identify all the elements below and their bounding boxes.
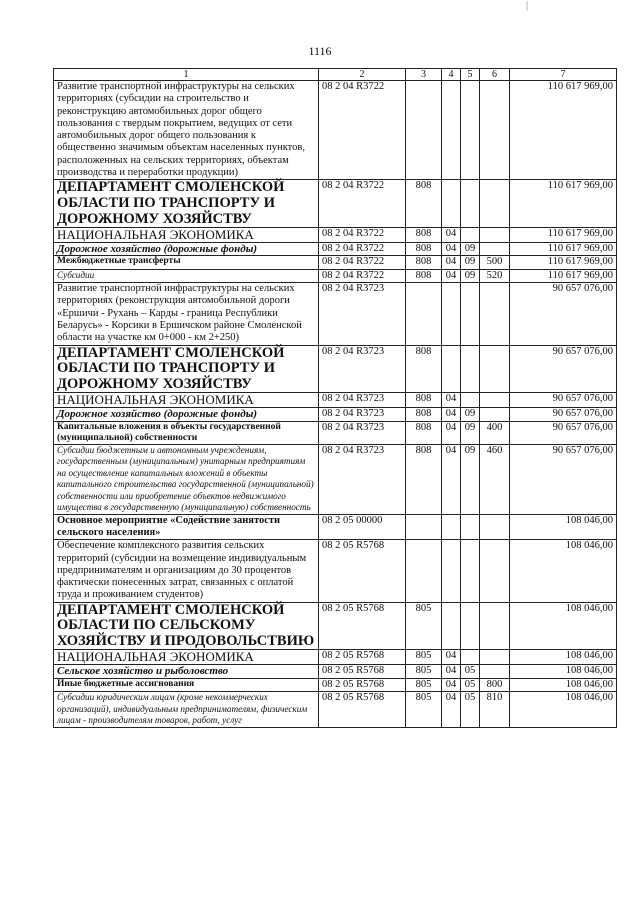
row-admin-code (406, 540, 442, 602)
table-row (54, 256, 617, 269)
row-expense-type (480, 665, 510, 678)
row-target-code: 08 2 04 R3723 (319, 345, 406, 393)
row-name: ДЕПАРТАМЕНТ СМОЛЕНСКОЙ ОБЛАСТИ ПО ТРАНСПОРТУ И ДОРОЖНОМУ ХОЗЯЙСТВУ (54, 345, 319, 393)
row-target-code: 08 2 04 R3722 (319, 256, 406, 269)
row-admin-code: 808 (406, 345, 442, 393)
table-row (54, 283, 617, 345)
row-name: Иные бюджетные ассигнования (54, 678, 319, 691)
row-admin-code (406, 514, 442, 540)
row-amount: 110 617 969,00 (510, 256, 617, 269)
row-subsection-code: 09 (461, 408, 480, 421)
row-subsection-code (461, 602, 480, 650)
row-target-code: 08 2 04 R3723 (319, 444, 406, 514)
row-subsection-code (461, 514, 480, 540)
row-name: Субсидии (54, 269, 319, 282)
table-row (54, 602, 617, 650)
header-col-4: 4 (442, 69, 461, 81)
row-admin-code: 808 (406, 243, 442, 256)
row-section-code: 04 (442, 678, 461, 691)
row-expense-type (480, 408, 510, 421)
row-section-code (442, 540, 461, 602)
row-amount: 110 617 969,00 (510, 269, 617, 282)
row-section-code (442, 514, 461, 540)
row-name: Сельское хозяйство и рыболовство (54, 665, 319, 678)
row-amount: 90 657 076,00 (510, 393, 617, 408)
row-section-code: 04 (442, 408, 461, 421)
row-target-code: 08 2 05 R5768 (319, 665, 406, 678)
row-target-code: 08 2 04 R3722 (319, 228, 406, 243)
row-admin-code: 808 (406, 228, 442, 243)
row-target-code: 08 2 04 R3722 (319, 180, 406, 228)
row-expense-type (480, 345, 510, 393)
header-col-6: 6 (480, 69, 510, 81)
row-name: Обеспечение комплексного развития сельских территорий (субсидии на возмещение индивидуальным предпринимателям и организациям до 30 процентов фактически понесенных затрат, связанных с оплатой труда и проживанием студентов) (54, 540, 319, 602)
row-section-code: 04 (442, 243, 461, 256)
page-number: 1116 (308, 44, 332, 58)
row-section-code (442, 345, 461, 393)
table-row (54, 692, 617, 728)
row-name: Развитие транспортной инфраструктуры на сельских территориях (субсидии на строительство и реконструкцию автомобильных дорог общего пользования с твердым покрытием, ведущих от сети автомобильных дорог общего пользования к общественно значимым объектам населенных пунктов, расположенных на сельских территориях, объектам производства и переработки продукции) (54, 81, 319, 180)
row-name: Дорожное хозяйство (дорожные фонды) (54, 243, 319, 256)
row-target-code: 08 2 04 R3723 (319, 421, 406, 444)
row-expense-type: 810 (480, 692, 510, 728)
row-amount: 90 657 076,00 (510, 283, 617, 345)
row-admin-code: 805 (406, 692, 442, 728)
row-admin-code: 805 (406, 665, 442, 678)
row-amount: 108 046,00 (510, 665, 617, 678)
row-name: НАЦИОНАЛЬНАЯ ЭКОНОМИКА (54, 650, 319, 665)
row-expense-type: 500 (480, 256, 510, 269)
row-subsection-code (461, 228, 480, 243)
row-expense-type (480, 602, 510, 650)
header-col-1: 1 (54, 69, 319, 81)
row-name: Субсидии юридическим лицам (кроме некоммерческих организаций), индивидуальным предпринимателям, физическим лицам - производителям товаров, работ, услуг (54, 692, 319, 728)
table-row (54, 228, 617, 243)
row-target-code: 08 2 05 R5768 (319, 678, 406, 691)
row-subsection-code: 09 (461, 256, 480, 269)
table-row (54, 421, 617, 444)
row-section-code (442, 180, 461, 228)
row-name: Основное мероприятие «Содействие занятости сельского населения» (54, 514, 319, 540)
row-target-code: 08 2 04 R3723 (319, 283, 406, 345)
row-amount: 108 046,00 (510, 514, 617, 540)
row-admin-code: 808 (406, 180, 442, 228)
row-admin-code: 808 (406, 408, 442, 421)
row-section-code: 04 (442, 692, 461, 728)
row-expense-type (480, 514, 510, 540)
row-expense-type (480, 540, 510, 602)
row-target-code: 08 2 05 R5768 (319, 540, 406, 602)
row-admin-code: 808 (406, 269, 442, 282)
table-row (54, 408, 617, 421)
row-subsection-code: 09 (461, 421, 480, 444)
row-section-code: 04 (442, 228, 461, 243)
row-section-code (442, 283, 461, 345)
row-section-code: 04 (442, 665, 461, 678)
row-expense-type: 800 (480, 678, 510, 691)
header-col-3: 3 (406, 69, 442, 81)
row-amount: 110 617 969,00 (510, 81, 617, 180)
row-amount: 108 046,00 (510, 678, 617, 691)
row-expense-type (480, 283, 510, 345)
row-admin-code (406, 283, 442, 345)
row-section-code: 04 (442, 393, 461, 408)
row-name: Капитальные вложения в объекты государственной (муниципальной) собственности (54, 421, 319, 444)
row-name: Дорожное хозяйство (дорожные фонды) (54, 408, 319, 421)
header-col-2: 2 (319, 69, 406, 81)
row-amount: 110 617 969,00 (510, 180, 617, 228)
row-subsection-code (461, 345, 480, 393)
row-admin-code: 805 (406, 602, 442, 650)
row-admin-code: 808 (406, 444, 442, 514)
row-subsection-code: 05 (461, 678, 480, 691)
row-section-code: 04 (442, 256, 461, 269)
row-expense-type: 520 (480, 269, 510, 282)
row-section-code: 04 (442, 269, 461, 282)
row-target-code: 08 2 04 R3723 (319, 393, 406, 408)
row-section-code: 04 (442, 421, 461, 444)
row-subsection-code (461, 81, 480, 180)
row-amount: 108 046,00 (510, 540, 617, 602)
row-target-code: 08 2 04 R3723 (319, 408, 406, 421)
budget-table (53, 68, 617, 728)
table-row (54, 678, 617, 691)
row-target-code: 08 2 05 R5768 (319, 692, 406, 728)
row-subsection-code: 05 (461, 692, 480, 728)
row-name: ДЕПАРТАМЕНТ СМОЛЕНСКОЙ ОБЛАСТИ ПО ТРАНСПОРТУ И ДОРОЖНОМУ ХОЗЯЙСТВУ (54, 180, 319, 228)
row-name: НАЦИОНАЛЬНАЯ ЭКОНОМИКА (54, 393, 319, 408)
row-subsection-code (461, 540, 480, 602)
row-expense-type: 460 (480, 444, 510, 514)
row-subsection-code (461, 393, 480, 408)
row-subsection-code: 09 (461, 269, 480, 282)
row-name: НАЦИОНАЛЬНАЯ ЭКОНОМИКА (54, 228, 319, 243)
row-section-code (442, 602, 461, 650)
row-admin-code: 805 (406, 650, 442, 665)
table-row (54, 269, 617, 282)
row-expense-type (480, 393, 510, 408)
row-amount: 108 046,00 (510, 602, 617, 650)
row-expense-type (480, 180, 510, 228)
table-row (54, 444, 617, 514)
row-subsection-code (461, 180, 480, 228)
row-expense-type (480, 228, 510, 243)
header-col-7: 7 (510, 69, 617, 81)
row-name: Развитие транспортной инфраструктуры на сельских территориях (реконструкция автомобильной дороги «Ершичи - Рухань – Карды - граница Республики Беларусь» - Корсики в Ершичском районе Смоленской области на участке км 0+000 - км 2+250) (54, 283, 319, 345)
table-row (54, 514, 617, 540)
row-amount: 90 657 076,00 (510, 421, 617, 444)
row-expense-type: 400 (480, 421, 510, 444)
table-row (54, 81, 617, 180)
row-admin-code: 805 (406, 678, 442, 691)
table-row (54, 540, 617, 602)
row-amount: 110 617 969,00 (510, 228, 617, 243)
header-row (54, 69, 617, 81)
row-target-code: 08 2 05 00000 (319, 514, 406, 540)
row-subsection-code (461, 650, 480, 665)
row-target-code: 08 2 05 R5768 (319, 650, 406, 665)
row-admin-code: 808 (406, 256, 442, 269)
table-row (54, 665, 617, 678)
row-amount: 90 657 076,00 (510, 444, 617, 514)
row-expense-type (480, 81, 510, 180)
row-admin-code: 808 (406, 393, 442, 408)
row-name: Субсидии бюджетным и автономным учреждениям, государственным (муниципальным) унитарным предприятиям на осуществление капитальных вложений в объекты капитального строительства государственной (муниципальной) собственности или приобретение объектов недвижимого имущества в государственную (муниципальную) собственность (54, 444, 319, 514)
row-section-code: 04 (442, 444, 461, 514)
row-amount: 108 046,00 (510, 692, 617, 728)
row-subsection-code (461, 283, 480, 345)
table-row (54, 393, 617, 408)
row-target-code: 08 2 04 R3722 (319, 269, 406, 282)
row-subsection-code: 09 (461, 243, 480, 256)
table-row (54, 243, 617, 256)
row-expense-type (480, 650, 510, 665)
row-target-code: 08 2 04 R3722 (319, 81, 406, 180)
table-row (54, 650, 617, 665)
row-subsection-code: 09 (461, 444, 480, 514)
row-amount: 108 046,00 (510, 650, 617, 665)
row-name: Межбюджетные трансферты (54, 256, 319, 269)
row-amount: 90 657 076,00 (510, 345, 617, 393)
scan-mark: | (525, 0, 528, 11)
row-name: ДЕПАРТАМЕНТ СМОЛЕНСКОЙ ОБЛАСТИ ПО СЕЛЬСКОМУ ХОЗЯЙСТВУ И ПРОДОВОЛЬСТВИЮ (54, 602, 319, 650)
row-target-code: 08 2 04 R3722 (319, 243, 406, 256)
row-section-code (442, 81, 461, 180)
table-row (54, 345, 617, 393)
row-amount: 110 617 969,00 (510, 243, 617, 256)
table-row (54, 180, 617, 228)
row-section-code: 04 (442, 650, 461, 665)
row-admin-code (406, 81, 442, 180)
row-expense-type (480, 243, 510, 256)
row-admin-code: 808 (406, 421, 442, 444)
header-col-5: 5 (461, 69, 480, 81)
row-subsection-code: 05 (461, 665, 480, 678)
row-target-code: 08 2 05 R5768 (319, 602, 406, 650)
row-amount: 90 657 076,00 (510, 408, 617, 421)
table-body (54, 81, 617, 728)
